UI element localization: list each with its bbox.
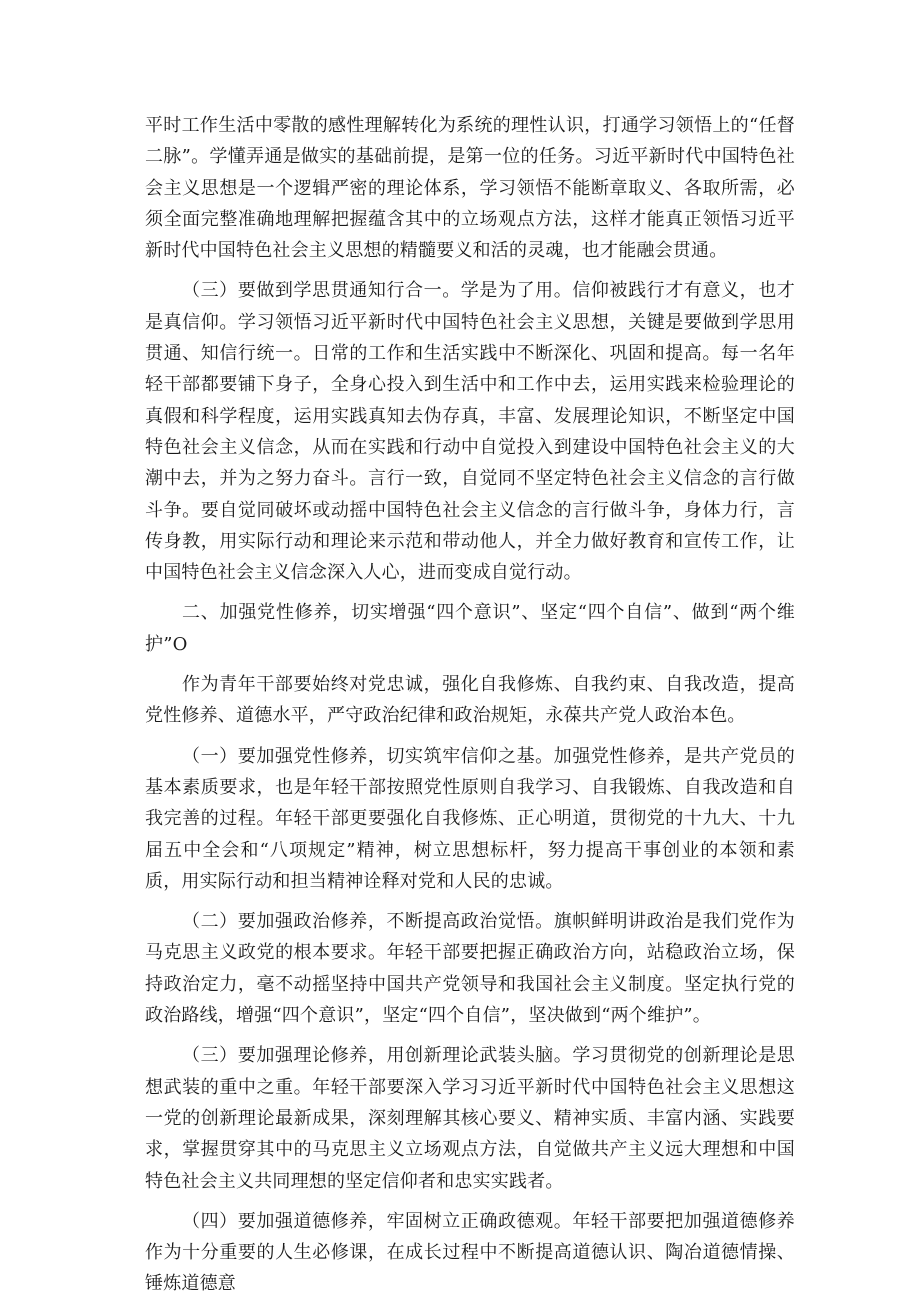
paragraph-moral-cultivation: （四）要加强道德修养，牢固树立正确政德观。年轻干部要把加强道德修养作为十分重要的人生必修课，在成长过程中不断提高道德认识、陶冶道德情操、锤炼道德意 [145,1210,795,1295]
paragraph-unify-learning-and-practice: （三）要做到学思贯通知行合一。学是为了用。信仰被践行才有意义，也才是真信仰。学习领悟习近平新时代中国特色社会主义思想，关键是要做到学思用贯通、知信行统一。日常的工作和生活实践中不断深化、巩固和提高。每一名年轻干部都要铺下身子，全身心投入到生活中和工作中去，运用实践来检验理论的真假和科学程度，运用实践真知去伪存真，丰富、发展理论知识，不断坚定中国特色社会主义信念，从而在实践和行动中自觉投入到建设中国特色社会主义的大潮中去，并为之努力奋斗。言行一致，自觉同不坚定特色社会主义信念的言行做斗争。要自觉同破坏或动摇中国特色社会主义信念的言行做斗争，身体力行，言传身教，用实际行动和理论来示范和带动他人，并全力做好教育和宣传工作，让中国特色社会主义信念深入人心，进而变成自觉行动。 [145,280,795,584]
paragraph-section-intro: 作为青年干部要始终对党忠诚，强化自我修炼、自我约束、自我改造，提高党性修养、道德水平，严守政治纪律和政治规矩，永葆共产党人政治本色。 [145,674,795,727]
paragraph-continuation: 平时工作生活中零散的感性理解转化为系统的理性认识，打通学习领悟上的“任督二脉”。学懂弄通是做实的基础前提，是第一位的任务。习近平新时代中国特色社会主义思想是一个逻辑严密的理论体系，学习领悟不能断章取义、各取所需，必须全面完整准确地理解把握蕴含其中的立场观点方法，这样才能真正领悟习近平新时代中国特色社会主义思想的精髓要义和活的灵魂，也才能融会贯通。 [145,115,795,262]
paragraph-party-spirit-cultivation: （一）要加强党性修养，切实筑牢信仰之基。加强党性修养，是共产党员的基本素质要求，也是年轻干部按照党性原则自我学习、自我锻炼、自我改造和自我完善的过程。年轻干部更要强化自我修炼、正心明道，贯彻党的十九大、十九届五中全会和“八项规定”精神，树立思想标杆，努力提高干事创业的本领和素质，用实际行动和担当精神诠释对党和人民的忠诚。 [145,745,795,892]
section-heading-party-spirit: 二、加强党性修养，切实增强“四个意识”、坚定“四个自信”、做到“两个维护”O [145,602,795,655]
document-body [145,110,795,1309]
paragraph-theoretical-cultivation: （三）要加强理论修养，用创新理论武装头脑。学习贯彻党的创新理论是思想武装的重中之重。年轻干部要深入学习习近平新时代中国特色社会主义思想这一党的创新理论最新成果，深刻理解其核心要义、精神实质、丰富内涵、实践要求，掌握贯穿其中的马克思主义立场观点方法，自觉做共产主义远大理想和中国特色社会主义共同理想的坚定信仰者和忠实实践者。 [145,1045,795,1192]
paragraph-political-cultivation: （二）要加强政治修养，不断提高政治觉悟。旗帜鲜明讲政治是我们党作为马克思主义政党的根本要求。年轻干部要把握正确政治方向，站稳政治立场，保持政治定力，毫不动摇坚持中国共产党领导和我国社会主义制度。坚定执行党的政治路线，增强“四个意识”，坚定“四个自信”，坚决做到“两个维护”。 [145,911,795,1027]
